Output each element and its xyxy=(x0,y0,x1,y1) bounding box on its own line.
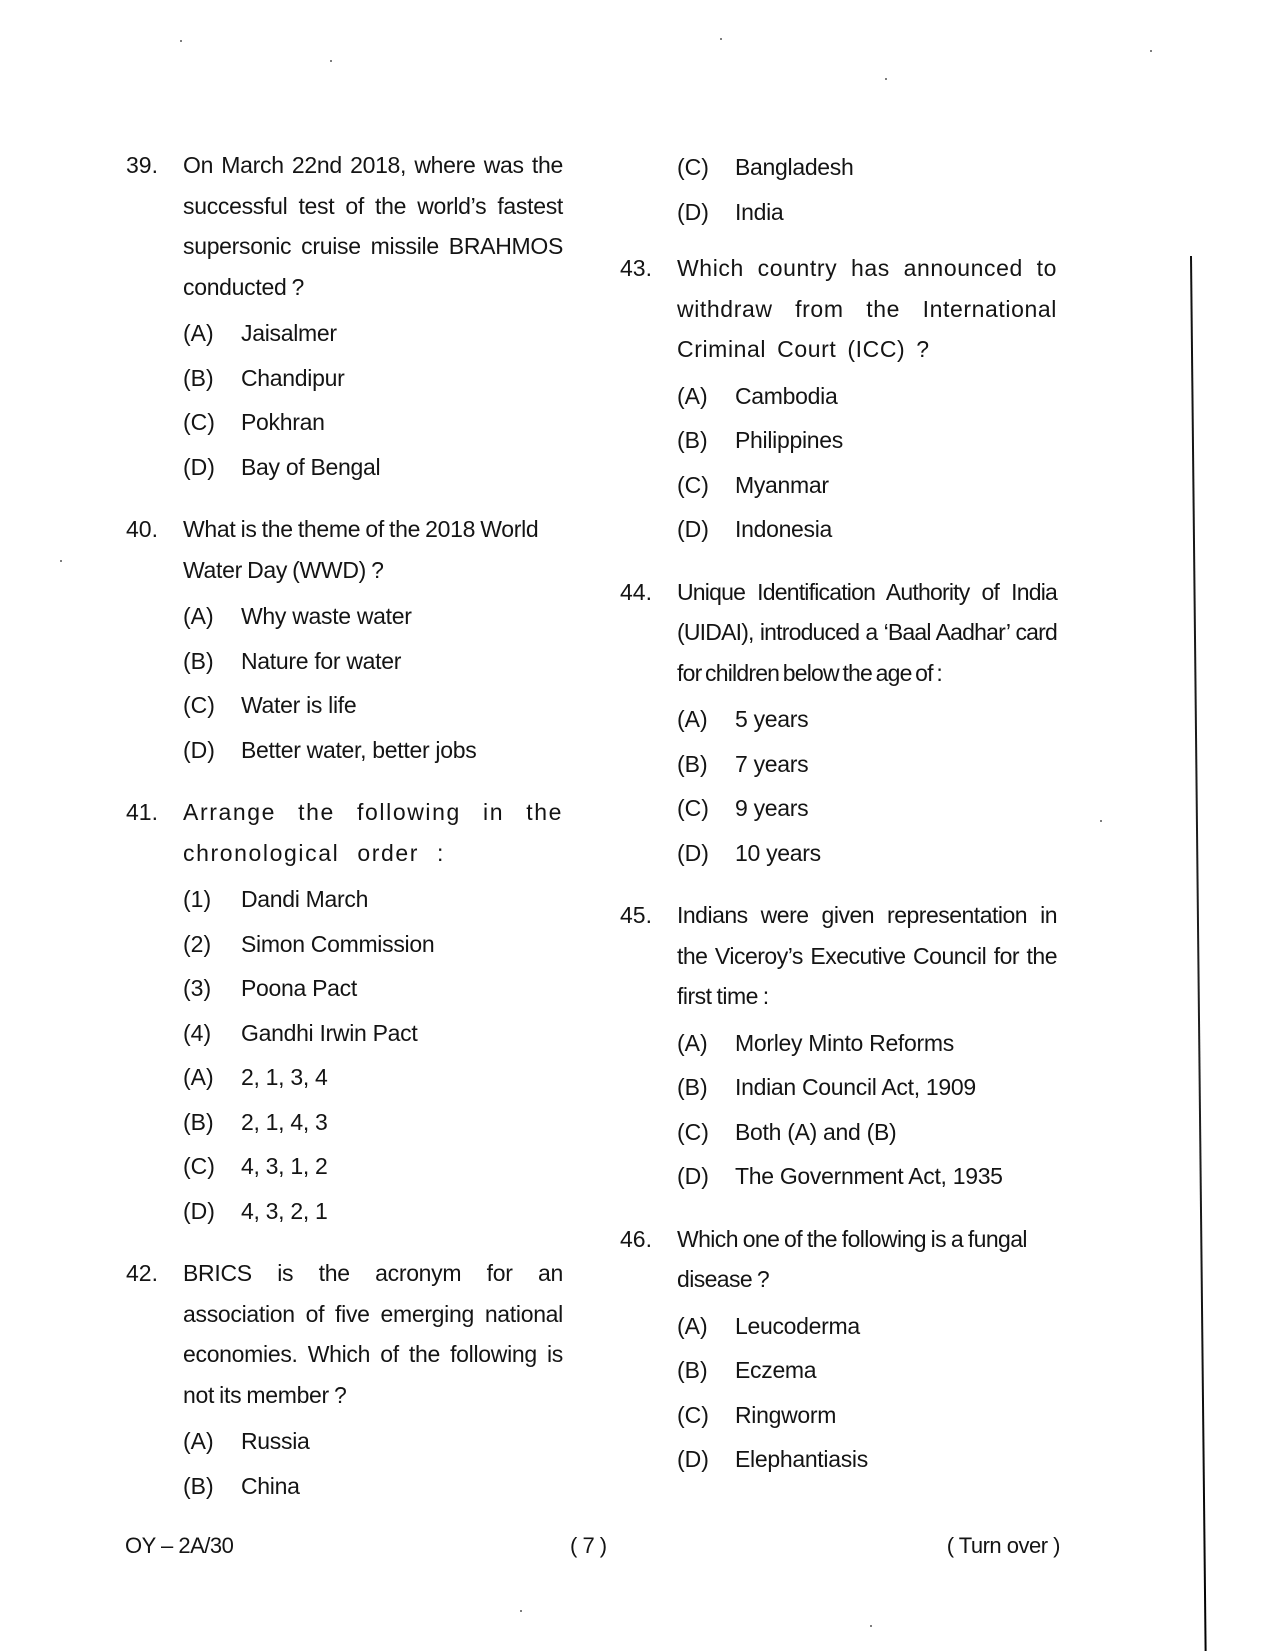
page-number: ( 7 ) xyxy=(570,1533,607,1558)
option-text: Chandipur xyxy=(241,364,345,391)
question-41 xyxy=(126,792,566,1233)
option-label: (A) xyxy=(677,706,708,732)
option-c xyxy=(677,1110,1060,1155)
question-number: 46. xyxy=(620,1225,652,1252)
scan-speck xyxy=(330,60,332,62)
option-b xyxy=(677,1348,1060,1393)
option-text: Pokhran xyxy=(241,409,325,435)
option-label: (D) xyxy=(677,1446,709,1472)
option-label: (A) xyxy=(183,320,214,346)
item-1 xyxy=(183,877,566,922)
question-number: 41. xyxy=(126,799,158,825)
option-label: (A) xyxy=(677,1029,708,1056)
option-d xyxy=(677,831,1060,876)
option-text: Better water, better jobs xyxy=(241,736,477,763)
option-text: Jaisalmer xyxy=(241,320,337,346)
option-d xyxy=(677,1437,1060,1482)
turn-over-note: ( Turn over ) xyxy=(946,1533,1060,1558)
option-c xyxy=(677,786,1060,831)
item-label: (4) xyxy=(183,1019,212,1046)
option-label: (A) xyxy=(677,382,708,409)
options-list xyxy=(183,1055,566,1233)
item-2 xyxy=(183,922,566,967)
option-b xyxy=(183,356,566,401)
option-text: Myanmar xyxy=(735,471,829,498)
option-a xyxy=(677,1021,1060,1066)
option-a xyxy=(183,1419,566,1464)
option-text: Morley Minto Reforms xyxy=(735,1029,954,1056)
question-39 xyxy=(126,145,566,489)
option-a xyxy=(183,594,566,639)
option-text: Philippines xyxy=(735,427,843,453)
option-d xyxy=(183,445,566,490)
continued-options-42 xyxy=(677,145,1060,234)
option-text: Elephantiasis xyxy=(735,1446,868,1472)
item-text: Gandhi Irwin Pact xyxy=(241,1019,418,1046)
option-label: (D) xyxy=(183,736,215,763)
option-text: Why waste water xyxy=(241,603,412,629)
option-text: China xyxy=(241,1472,300,1499)
option-text: Bangladesh xyxy=(735,154,854,180)
right-column xyxy=(620,145,1060,1502)
option-c xyxy=(183,400,566,445)
left-column xyxy=(126,145,566,1528)
option-d xyxy=(183,1189,566,1234)
option-text: India xyxy=(735,198,784,225)
option-label: (B) xyxy=(677,750,708,777)
option-text: Bay of Bengal xyxy=(241,453,381,480)
option-text: Nature for water xyxy=(241,647,402,674)
option-label: (B) xyxy=(183,1108,214,1135)
question-number: 39. xyxy=(126,152,158,178)
options-list xyxy=(183,594,566,772)
option-text: Water is life xyxy=(241,692,357,718)
option-label: (D) xyxy=(677,839,709,866)
item-4 xyxy=(183,1011,566,1056)
question-text: On March 22nd 2018, where was the successful test of the world’s fastest supersonic cruise missile BRAHMOS conducted ? xyxy=(183,152,563,300)
item-text: Dandi March xyxy=(241,886,369,912)
question-text: Which country has announced to withdraw from the International Criminal Court (ICC) ? xyxy=(677,255,1057,362)
option-label: (D) xyxy=(677,516,709,542)
options-list xyxy=(677,374,1060,552)
option-text: 4, 3, 2, 1 xyxy=(241,1197,328,1224)
option-label: (B) xyxy=(677,1074,708,1100)
option-text: 7 years xyxy=(735,750,809,777)
option-label: (D) xyxy=(677,1163,709,1189)
option-text: The Government Act, 1935 xyxy=(735,1163,1003,1189)
option-label: (B) xyxy=(183,364,214,391)
option-d xyxy=(677,1154,1060,1199)
scan-margin-line xyxy=(1190,256,1207,1651)
option-a xyxy=(183,311,566,356)
option-b xyxy=(183,1464,566,1509)
option-text: Eczema xyxy=(735,1357,817,1383)
question-text: What is the theme of the 2018 World Water Day (WWD) ? xyxy=(183,516,539,583)
question-40 xyxy=(126,509,566,772)
scan-speck xyxy=(885,78,887,80)
option-text: 4, 3, 1, 2 xyxy=(241,1153,328,1179)
question-number: 45. xyxy=(620,902,652,928)
scan-speck xyxy=(1150,50,1152,52)
question-text: Unique Identification Authority of India (UIDAI), introduced a ‘Baal Aadhar’ card for children below the age of : xyxy=(677,578,1057,686)
option-label: (A) xyxy=(183,603,214,629)
option-label: (D) xyxy=(677,198,709,225)
scan-speck xyxy=(60,560,62,562)
question-46 xyxy=(620,1219,1060,1482)
question-number: 43. xyxy=(620,255,652,281)
item-text: Simon Commission xyxy=(241,930,435,957)
option-label: (C) xyxy=(183,692,215,718)
option-text: Leucoderma xyxy=(735,1312,860,1339)
question-text: BRICS is the acronym for an association of five emerging national economies. Which of the following is not its member ? xyxy=(183,1260,563,1408)
option-label: (C) xyxy=(677,154,709,180)
options-list xyxy=(183,311,566,489)
option-b xyxy=(677,1065,1060,1110)
option-label: (D) xyxy=(183,1197,215,1224)
option-a xyxy=(677,374,1060,419)
option-text: 9 years xyxy=(735,795,809,821)
scan-speck xyxy=(180,40,182,42)
question-43 xyxy=(620,248,1060,552)
option-a xyxy=(677,1304,1060,1349)
option-d xyxy=(677,190,1060,235)
option-label: (B) xyxy=(677,1357,708,1383)
question-42 xyxy=(126,1253,566,1508)
option-text: 5 years xyxy=(735,706,809,732)
option-b xyxy=(183,1100,566,1145)
option-c xyxy=(183,683,566,728)
option-text: Indian Council Act, 1909 xyxy=(735,1074,976,1100)
option-label: (C) xyxy=(677,471,709,498)
option-a xyxy=(183,1055,566,1100)
option-label: (C) xyxy=(677,1118,709,1145)
option-b xyxy=(677,418,1060,463)
option-label: (C) xyxy=(677,795,709,821)
option-d xyxy=(677,507,1060,552)
page-footer xyxy=(125,1533,1060,1559)
question-text: Arrange the following in the chronological order : xyxy=(183,799,563,866)
option-text: Both (A) and (B) xyxy=(735,1118,897,1145)
option-text: Russia xyxy=(241,1428,310,1454)
item-label: (1) xyxy=(183,886,212,912)
question-45 xyxy=(620,895,1060,1199)
question-number: 42. xyxy=(126,1260,158,1286)
question-text: Indians were given representation in the Viceroy’s Executive Council for the first time : xyxy=(677,902,1057,1009)
option-label: (A) xyxy=(677,1312,708,1339)
question-number: 44. xyxy=(620,578,652,605)
option-label: (C) xyxy=(677,1401,709,1428)
option-label: (B) xyxy=(183,647,214,674)
option-text: 2, 1, 3, 4 xyxy=(241,1064,328,1090)
question-number: 40. xyxy=(126,516,158,542)
option-label: (B) xyxy=(677,427,708,453)
option-c xyxy=(677,145,1060,190)
option-text: Indonesia xyxy=(735,516,833,542)
option-text: Ringworm xyxy=(735,1401,837,1428)
scan-speck xyxy=(720,38,722,40)
option-b xyxy=(183,639,566,684)
options-list xyxy=(677,1021,1060,1199)
options-list xyxy=(677,697,1060,875)
option-label: (D) xyxy=(183,453,215,480)
option-c xyxy=(677,1393,1060,1438)
option-c xyxy=(183,1144,566,1189)
paper-code: OY – 2A/30 xyxy=(125,1533,234,1558)
option-a xyxy=(677,697,1060,742)
option-label: (C) xyxy=(183,1153,215,1179)
options-list xyxy=(677,1304,1060,1482)
item-label: (2) xyxy=(183,930,212,957)
option-label: (A) xyxy=(183,1064,214,1090)
scan-speck xyxy=(1100,820,1102,822)
item-3 xyxy=(183,966,566,1011)
option-text: Cambodia xyxy=(735,382,838,409)
option-text: 10 years xyxy=(735,839,821,866)
item-label: (3) xyxy=(183,975,212,1001)
items-list xyxy=(183,877,566,1055)
question-text: Which one of the following is a fungal disease ? xyxy=(677,1225,1027,1292)
option-b xyxy=(677,742,1060,787)
scan-speck xyxy=(520,1610,522,1612)
options-list xyxy=(183,1419,566,1508)
option-c xyxy=(677,463,1060,508)
item-text: Poona Pact xyxy=(241,975,357,1001)
question-44 xyxy=(620,572,1060,876)
option-label: (C) xyxy=(183,409,215,435)
option-label: (A) xyxy=(183,1428,214,1454)
option-label: (B) xyxy=(183,1472,214,1499)
option-d xyxy=(183,728,566,773)
scan-speck xyxy=(870,1625,872,1627)
option-text: 2, 1, 4, 3 xyxy=(241,1108,328,1135)
